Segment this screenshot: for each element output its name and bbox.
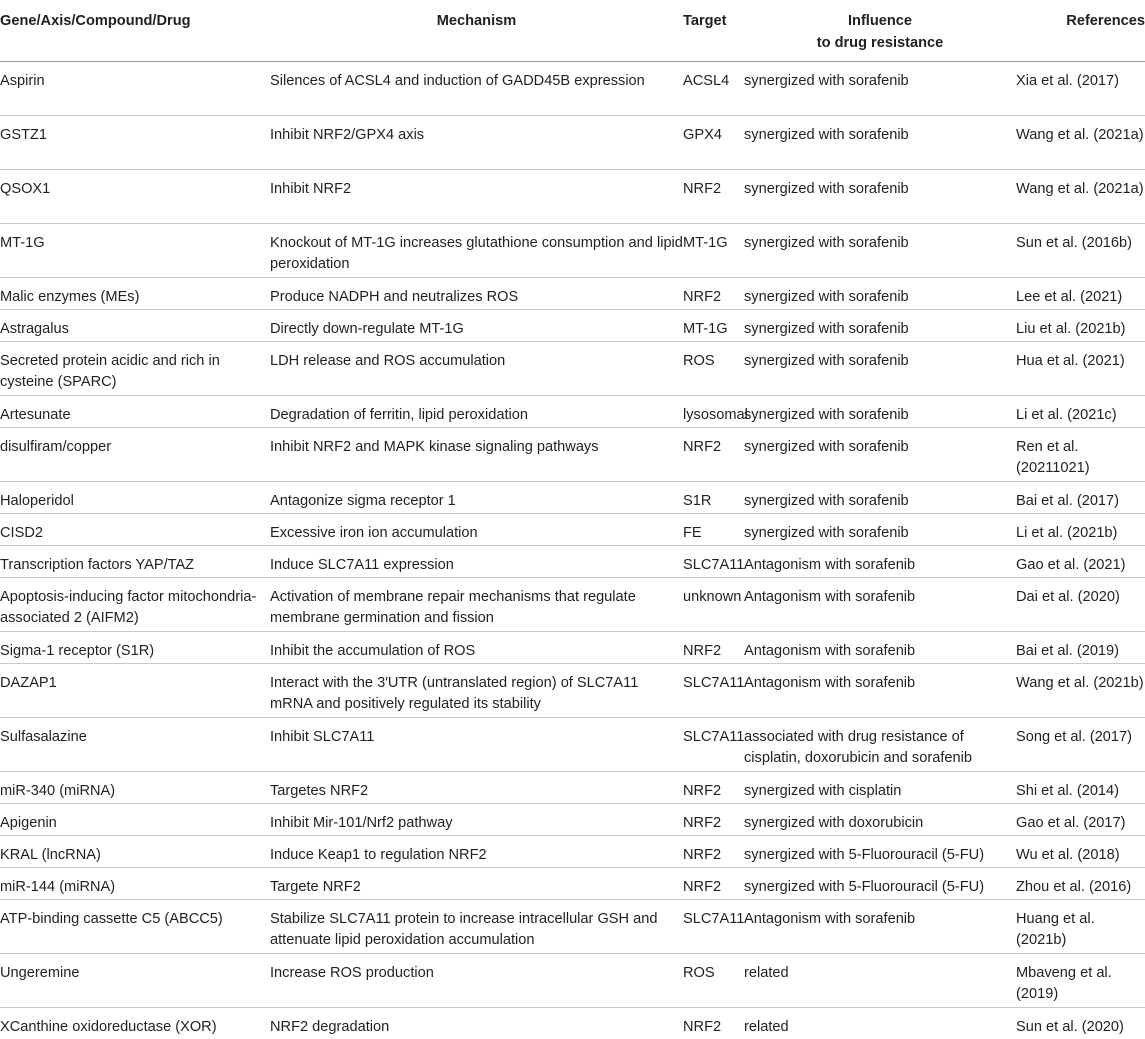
cell-target: NRF2 <box>683 782 722 799</box>
cell-mechanism: Excessive iron ion accumulation <box>270 524 478 541</box>
cell-target: ROS <box>683 352 715 369</box>
table-row <box>0 631 1145 663</box>
header-influence-line1: Influence <box>847 13 913 29</box>
table-row <box>0 169 1145 223</box>
cell-influence: Antagonism with sorafenib <box>744 642 916 659</box>
cell-mechanism: NRF2 degradation <box>270 1018 390 1035</box>
table-row <box>0 545 1145 577</box>
cell-influence: synergized with 5-Fluorouracil (5-FU) <box>744 878 985 895</box>
table-row <box>0 481 1145 513</box>
cell-target: SLC7A11 <box>683 556 745 573</box>
cell-gene: Apigenin <box>0 814 57 831</box>
cell-target: NRF2 <box>683 438 722 455</box>
cell-mechanism: Inhibit the accumulation of ROS <box>270 642 476 659</box>
cell-mechanism: Induce Keap1 to regulation NRF2 <box>270 846 487 863</box>
cell-influence: related <box>744 1018 789 1035</box>
cell-gene: Ungeremine <box>0 964 80 981</box>
table-header <box>0 0 1145 61</box>
cell-influence: synergized with sorafenib <box>744 320 909 337</box>
cell-mechanism: Degradation of ferritin, lipid peroxidation <box>270 406 528 423</box>
cell-gene: Sulfasalazine <box>0 728 87 745</box>
cell-mechanism: Directly down-regulate MT-1G <box>270 320 464 337</box>
cell-reference: Ren et al. (20211021) <box>1016 438 1090 476</box>
cell-gene: MT-1G <box>0 234 45 251</box>
cell-mechanism: Silences of ACSL4 and induction of GADD45B expression <box>270 72 645 89</box>
cell-gene: Secreted protein acidic and rich in cysteine (SPARC) <box>0 352 220 390</box>
table-row <box>0 771 1145 803</box>
cell-influence: synergized with sorafenib <box>744 72 909 89</box>
cell-reference: Bai et al. (2019) <box>1016 642 1120 659</box>
table-row <box>0 115 1145 169</box>
cell-mechanism: Activation of membrane repair mechanisms that regulate membrane germination and fission <box>270 588 636 626</box>
cell-reference: Wang et al. (2021a) <box>1016 180 1144 197</box>
cell-reference: Dai et al. (2020) <box>1016 588 1120 605</box>
cell-influence: synergized with sorafenib <box>744 180 909 197</box>
header-row <box>0 0 1145 61</box>
cell-gene: GSTZ1 <box>0 126 48 143</box>
cell-reference: Li et al. (2021b) <box>1016 524 1118 541</box>
table-row <box>0 867 1145 899</box>
table-row <box>0 341 1145 395</box>
cell-influence: synergized with doxorubicin <box>744 814 924 831</box>
header-references: References <box>1066 13 1145 29</box>
cell-gene: Apoptosis-inducing factor mitochondria-associated 2 (AIFM2) <box>0 588 257 626</box>
cell-mechanism: Antagonize sigma receptor 1 <box>270 492 456 509</box>
cell-gene: QSOX1 <box>0 180 51 197</box>
cell-influence: Antagonism with sorafenib <box>744 556 916 573</box>
cell-target: NRF2 <box>683 846 722 863</box>
cell-influence: synergized with sorafenib <box>744 126 909 143</box>
cell-target: NRF2 <box>683 878 722 895</box>
cell-reference: Gao et al. (2021) <box>1016 556 1126 573</box>
cell-reference: Mbaveng et al. (2019) <box>1016 964 1112 1002</box>
cell-reference: Sun et al. (2020) <box>1016 1018 1124 1035</box>
cell-target: NRF2 <box>683 288 722 305</box>
table-row <box>0 61 1145 115</box>
cell-influence: Antagonism with sorafenib <box>744 674 916 691</box>
cell-gene: Aspirin <box>0 72 45 89</box>
cell-gene: Transcription factors YAP/TAZ <box>0 556 195 573</box>
table-row <box>0 277 1145 309</box>
cell-reference: Song et al. (2017) <box>1016 728 1133 745</box>
cell-mechanism: Targete NRF2 <box>270 878 361 895</box>
cell-influence: synergized with cisplatin <box>744 782 902 799</box>
cell-target: MT-1G <box>683 234 728 251</box>
cell-reference: Huang et al. (2021b) <box>1016 910 1095 948</box>
table-row <box>0 663 1145 717</box>
cell-target: unknown <box>683 588 742 605</box>
table-row <box>0 309 1145 341</box>
cell-reference: Sun et al. (2016b) <box>1016 234 1133 251</box>
cell-mechanism: Increase ROS production <box>270 964 434 981</box>
cell-influence: synergized with sorafenib <box>744 352 909 369</box>
cell-mechanism: Inhibit NRF2 <box>270 180 352 197</box>
cell-gene: Haloperidol <box>0 492 74 509</box>
cell-mechanism: Produce NADPH and neutralizes ROS <box>270 288 519 305</box>
table-row <box>0 513 1145 545</box>
cell-mechanism: Stabilize SLC7A11 protein to increase intracellular GSH and attenuate lipid peroxidation accumulation <box>270 910 658 948</box>
cell-mechanism: LDH release and ROS accumulation <box>270 352 506 369</box>
table-row <box>0 899 1145 953</box>
table-row <box>0 717 1145 771</box>
cell-reference: Wu et al. (2018) <box>1016 846 1120 863</box>
cell-influence: synergized with sorafenib <box>744 438 909 455</box>
table-row <box>0 803 1145 835</box>
cell-target: SLC7A11 <box>683 910 745 927</box>
table-row <box>0 427 1145 481</box>
cell-target: FE <box>683 524 702 541</box>
cell-gene: Sigma-1 receptor (S1R) <box>0 642 155 659</box>
cell-mechanism: Inhibit NRF2/GPX4 axis <box>270 126 425 143</box>
cell-target: GPX4 <box>683 126 722 143</box>
cell-mechanism: Inhibit Mir-101/Nrf2 pathway <box>270 814 453 831</box>
cell-target: NRF2 <box>683 814 722 831</box>
cell-influence: synergized with sorafenib <box>744 234 909 251</box>
cell-influence: synergized with sorafenib <box>744 406 909 423</box>
cell-reference: Shi et al. (2014) <box>1016 782 1120 799</box>
cell-influence: related <box>744 964 789 981</box>
header-mechanism: Mechanism <box>436 13 517 29</box>
cell-mechanism: Inhibit NRF2 and MAPK kinase signaling pathways <box>270 438 599 455</box>
header-influence <box>744 0 1016 61</box>
cell-gene: XCanthine oxidoreductase (XOR) <box>0 1018 217 1035</box>
table-body <box>0 61 1145 1039</box>
cell-target: NRF2 <box>683 180 722 197</box>
cell-reference: Wang et al. (2021b) <box>1016 674 1144 691</box>
cell-mechanism: Inhibit SLC7A11 <box>270 728 375 745</box>
cell-influence: Antagonism with sorafenib <box>744 588 916 605</box>
cell-mechanism: Interact with the 3′UTR (untranslated region) of SLC7A11 mRNA and positively regulated its stability <box>270 674 639 712</box>
cell-reference: Zhou et al. (2016) <box>1016 878 1132 895</box>
cell-gene: Artesunate <box>0 406 71 423</box>
cell-target: SLC7A11 <box>683 728 745 745</box>
cell-influence: synergized with sorafenib <box>744 524 909 541</box>
cell-target: S1R <box>683 492 712 509</box>
cell-mechanism: Targetes NRF2 <box>270 782 369 799</box>
cell-reference: Liu et al. (2021b) <box>1016 320 1126 337</box>
cell-mechanism: Knockout of MT-1G increases glutathione consumption and lipid peroxidation <box>270 234 683 272</box>
table-row <box>0 835 1145 867</box>
cell-influence: synergized with sorafenib <box>744 492 909 509</box>
cell-mechanism: Induce SLC7A11 expression <box>270 556 454 573</box>
cell-reference: Xia et al. (2017) <box>1016 72 1120 89</box>
cell-gene: KRAL (lncRNA) <box>0 846 101 863</box>
cell-target: NRF2 <box>683 642 722 659</box>
cell-gene: ATP-binding cassette C5 (ABCC5) <box>0 910 223 927</box>
cell-reference: Gao et al. (2017) <box>1016 814 1126 831</box>
table-row <box>0 395 1145 427</box>
cell-gene: miR-144 (miRNA) <box>0 878 116 895</box>
cell-reference: Li et al. (2021c) <box>1016 406 1117 423</box>
cell-gene: Astragalus <box>0 320 69 337</box>
cell-target: lysosomal <box>683 406 748 423</box>
cell-target: ROS <box>683 964 715 981</box>
cell-influence: synergized with sorafenib <box>744 288 909 305</box>
cell-gene: Malic enzymes (MEs) <box>0 288 140 305</box>
cell-target: MT-1G <box>683 320 728 337</box>
cell-gene: miR-340 (miRNA) <box>0 782 116 799</box>
table-row <box>0 1007 1145 1039</box>
cell-gene: DAZAP1 <box>0 674 57 691</box>
table-row <box>0 953 1145 1007</box>
header-target: Target <box>683 13 727 29</box>
cell-influence: synergized with 5-Fluorouracil (5-FU) <box>744 846 985 863</box>
cell-influence: associated with drug resistance of cisplatin, doxorubicin and sorafenib <box>744 728 972 766</box>
cell-target: SLC7A11 <box>683 674 745 691</box>
cell-reference: Wang et al. (2021a) <box>1016 126 1144 143</box>
cell-reference: Bai et al. (2017) <box>1016 492 1120 509</box>
table-row <box>0 223 1145 277</box>
header-gene: Gene/Axis/Compound/Drug <box>0 13 191 29</box>
cell-influence: Antagonism with sorafenib <box>744 910 916 927</box>
cell-gene: disulfiram/copper <box>0 438 112 455</box>
cell-reference: Lee et al. (2021) <box>1016 288 1123 305</box>
cell-gene: CISD2 <box>0 524 43 541</box>
cell-reference: Hua et al. (2021) <box>1016 352 1125 369</box>
header-influence-line2: to drug resistance <box>816 35 944 51</box>
cell-target: NRF2 <box>683 1018 722 1035</box>
cell-target: ACSL4 <box>683 72 730 89</box>
table-row <box>0 577 1145 631</box>
